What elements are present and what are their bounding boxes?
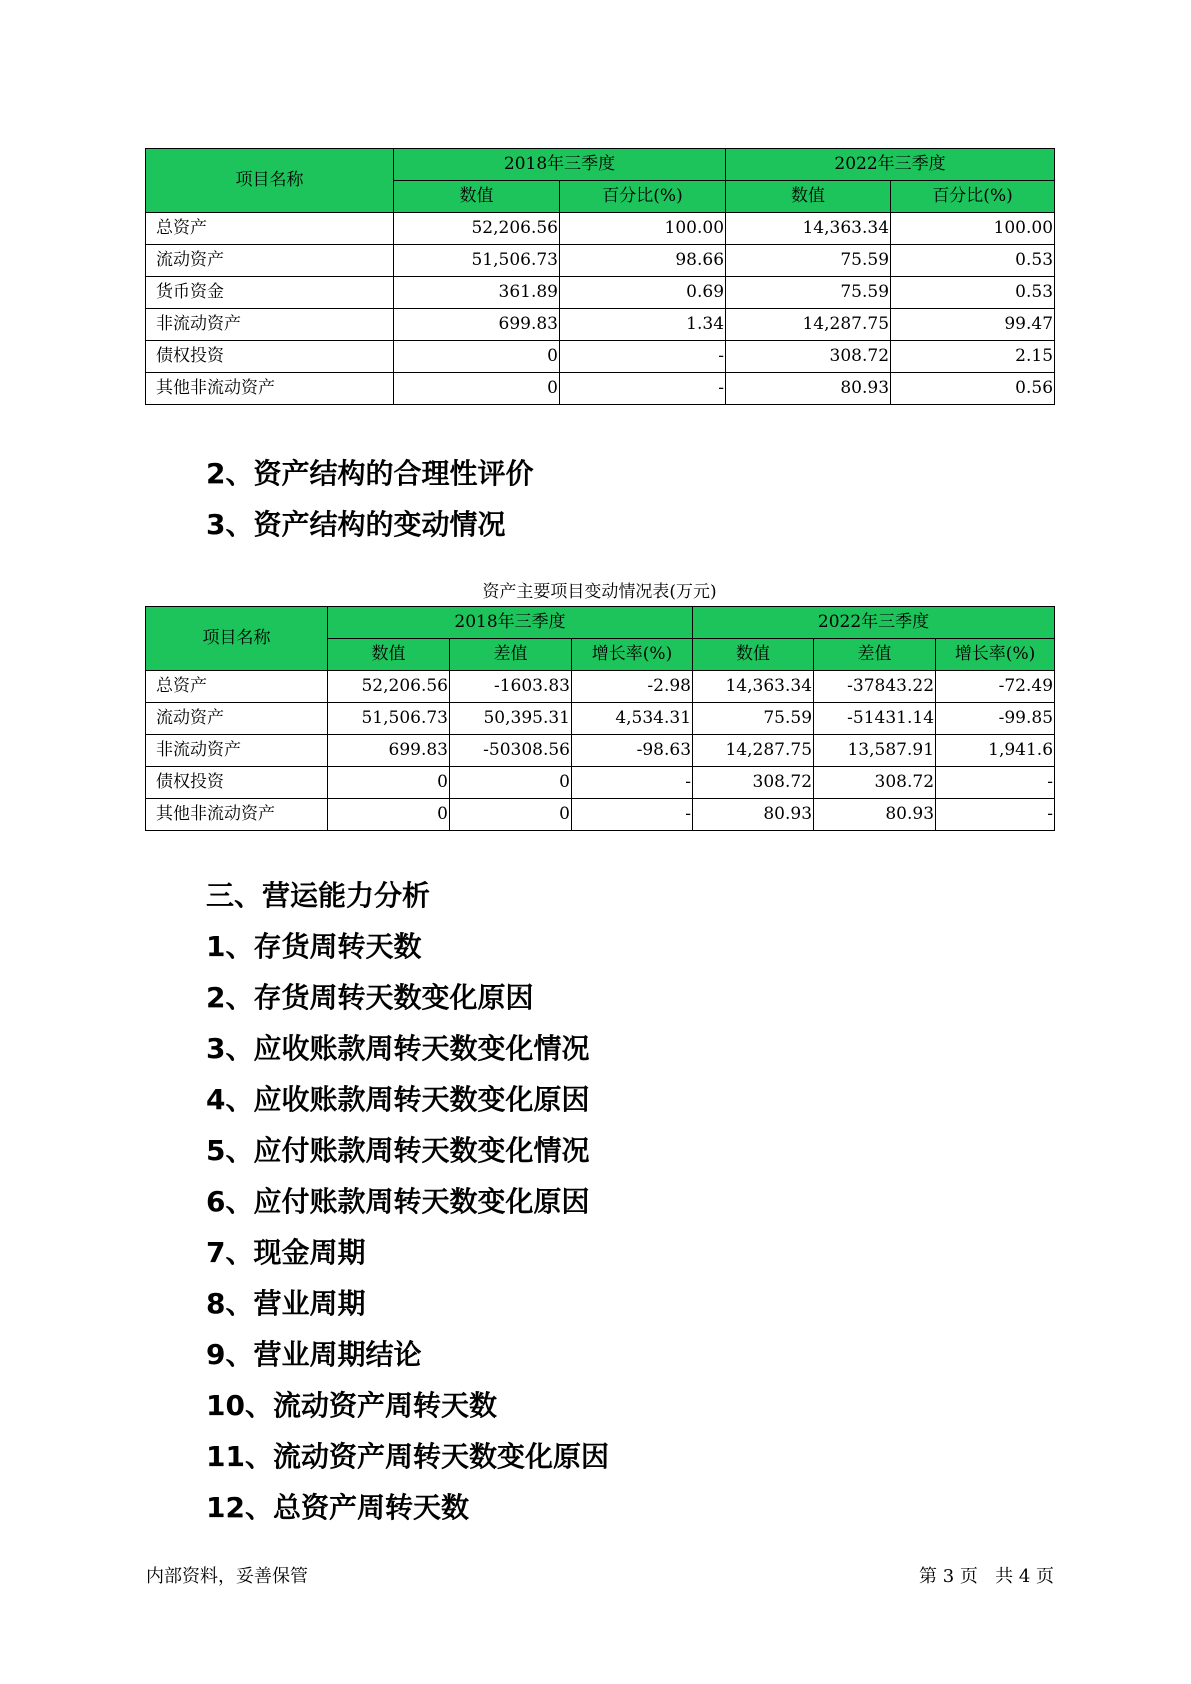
table-row [146,671,1055,703]
cell-diff: 13,587.91 [814,735,936,767]
cell-value: 52,206.56 [328,671,450,703]
cell-percent: 100.00 [560,213,726,245]
row-name: 其他非流动资产 [146,373,394,405]
cell-diff: -37843.22 [814,671,936,703]
cell-diff: 50,395.31 [450,703,572,735]
section-heading: 3、资产结构的变动情况 [206,508,506,541]
cell-value: 0 [394,373,560,405]
cell-percent: - [560,341,726,373]
cell-value: 14,287.75 [726,309,891,341]
cell-value: 75.59 [726,277,891,309]
cell-diff: 80.93 [814,799,936,831]
cell-value: 14,363.34 [726,213,891,245]
cell-value: 0 [394,341,560,373]
col-header-growth: 增长率(%) [936,639,1055,671]
table-row [146,735,1055,767]
col-header-growth: 增长率(%) [572,639,693,671]
section-heading: 11、流动资产周转天数变化原因 [206,1440,609,1473]
section-heading: 7、现金周期 [206,1236,366,1269]
cell-growth: -98.63 [572,735,693,767]
cell-growth: - [572,767,693,799]
table-caption: 资产主要项目变动情况表(万元) [482,582,717,602]
cell-value: 699.83 [394,309,560,341]
table-row [146,309,1055,341]
col-header-period-2022: 2022年三季度 [726,149,1055,181]
row-name: 总资产 [146,213,394,245]
col-header-period-2018: 2018年三季度 [328,607,693,639]
col-header-item-name: 项目名称 [146,607,328,671]
section-heading: 2、资产结构的合理性评价 [206,457,534,490]
section-heading: 1、存货周转天数 [206,930,422,963]
cell-value: 699.83 [328,735,450,767]
cell-growth: 4,534.31 [572,703,693,735]
cell-growth: - [936,767,1055,799]
cell-value: 80.93 [726,373,891,405]
section-heading: 8、营业周期 [206,1287,366,1320]
table-row [146,213,1055,245]
col-header-period-2022: 2022年三季度 [693,607,1055,639]
col-header-percent: 百分比(%) [891,181,1055,213]
cell-diff: -50308.56 [450,735,572,767]
row-name: 其他非流动资产 [146,799,328,831]
cell-growth: - [936,799,1055,831]
cell-diff: -51431.14 [814,703,936,735]
cell-value: 0 [328,799,450,831]
col-header-value: 数值 [394,181,560,213]
col-header-value: 数值 [328,639,450,671]
cell-percent: 0.53 [891,245,1055,277]
col-header-percent: 百分比(%) [560,181,726,213]
cell-growth: -99.85 [936,703,1055,735]
cell-percent: 0.56 [891,373,1055,405]
cell-percent: 1.34 [560,309,726,341]
cell-value: 361.89 [394,277,560,309]
table-row [146,373,1055,405]
cell-percent: - [560,373,726,405]
row-name: 流动资产 [146,703,328,735]
cell-value: 14,363.34 [693,671,814,703]
col-header-period-2018: 2018年三季度 [394,149,726,181]
cell-growth: - [572,799,693,831]
cell-growth: -72.49 [936,671,1055,703]
table-row [146,245,1055,277]
row-name: 非流动资产 [146,309,394,341]
footer-confidential-note: 内部资料，妥善保管 [146,1566,308,1587]
col-header-value: 数值 [726,181,891,213]
row-name: 债权投资 [146,341,394,373]
section-heading: 2、存货周转天数变化原因 [206,981,534,1014]
asset-change-table [145,606,1055,831]
cell-percent: 98.66 [560,245,726,277]
cell-percent: 2.15 [891,341,1055,373]
table-row [146,277,1055,309]
col-header-diff: 差值 [450,639,572,671]
cell-percent: 100.00 [891,213,1055,245]
row-name: 非流动资产 [146,735,328,767]
col-header-item-name: 项目名称 [146,149,394,213]
cell-value: 308.72 [693,767,814,799]
section-heading: 6、应付账款周转天数变化原因 [206,1185,590,1218]
cell-percent: 99.47 [891,309,1055,341]
cell-diff: 0 [450,767,572,799]
cell-value: 52,206.56 [394,213,560,245]
cell-value: 75.59 [693,703,814,735]
cell-value: 14,287.75 [693,735,814,767]
section-heading: 10、流动资产周转天数 [206,1389,497,1422]
cell-growth: -2.98 [572,671,693,703]
cell-growth: 1,941.6 [936,735,1055,767]
cell-diff: -1603.83 [450,671,572,703]
cell-value: 80.93 [693,799,814,831]
section-heading: 12、总资产周转天数 [206,1491,469,1524]
cell-value: 0 [328,767,450,799]
cell-value: 51,506.73 [328,703,450,735]
table-row [146,767,1055,799]
cell-value: 51,506.73 [394,245,560,277]
cell-diff: 308.72 [814,767,936,799]
row-name: 货币资金 [146,277,394,309]
table-row [146,799,1055,831]
row-name: 流动资产 [146,245,394,277]
row-name: 债权投资 [146,767,328,799]
row-name: 总资产 [146,671,328,703]
section-heading: 三、营运能力分析 [206,879,431,912]
footer-page-number: 第 3 页 共 4 页 [919,1566,1054,1587]
col-header-value: 数值 [693,639,814,671]
cell-percent: 0.53 [891,277,1055,309]
col-header-diff: 差值 [814,639,936,671]
asset-structure-table [145,148,1055,405]
cell-value: 75.59 [726,245,891,277]
section-heading: 9、营业周期结论 [206,1338,422,1371]
cell-diff: 0 [450,799,572,831]
section-heading: 5、应付账款周转天数变化情况 [206,1134,590,1167]
table-row [146,341,1055,373]
section-heading: 4、应收账款周转天数变化原因 [206,1083,590,1116]
table-row [146,703,1055,735]
section-heading: 3、应收账款周转天数变化情况 [206,1032,590,1065]
cell-value: 308.72 [726,341,891,373]
cell-percent: 0.69 [560,277,726,309]
